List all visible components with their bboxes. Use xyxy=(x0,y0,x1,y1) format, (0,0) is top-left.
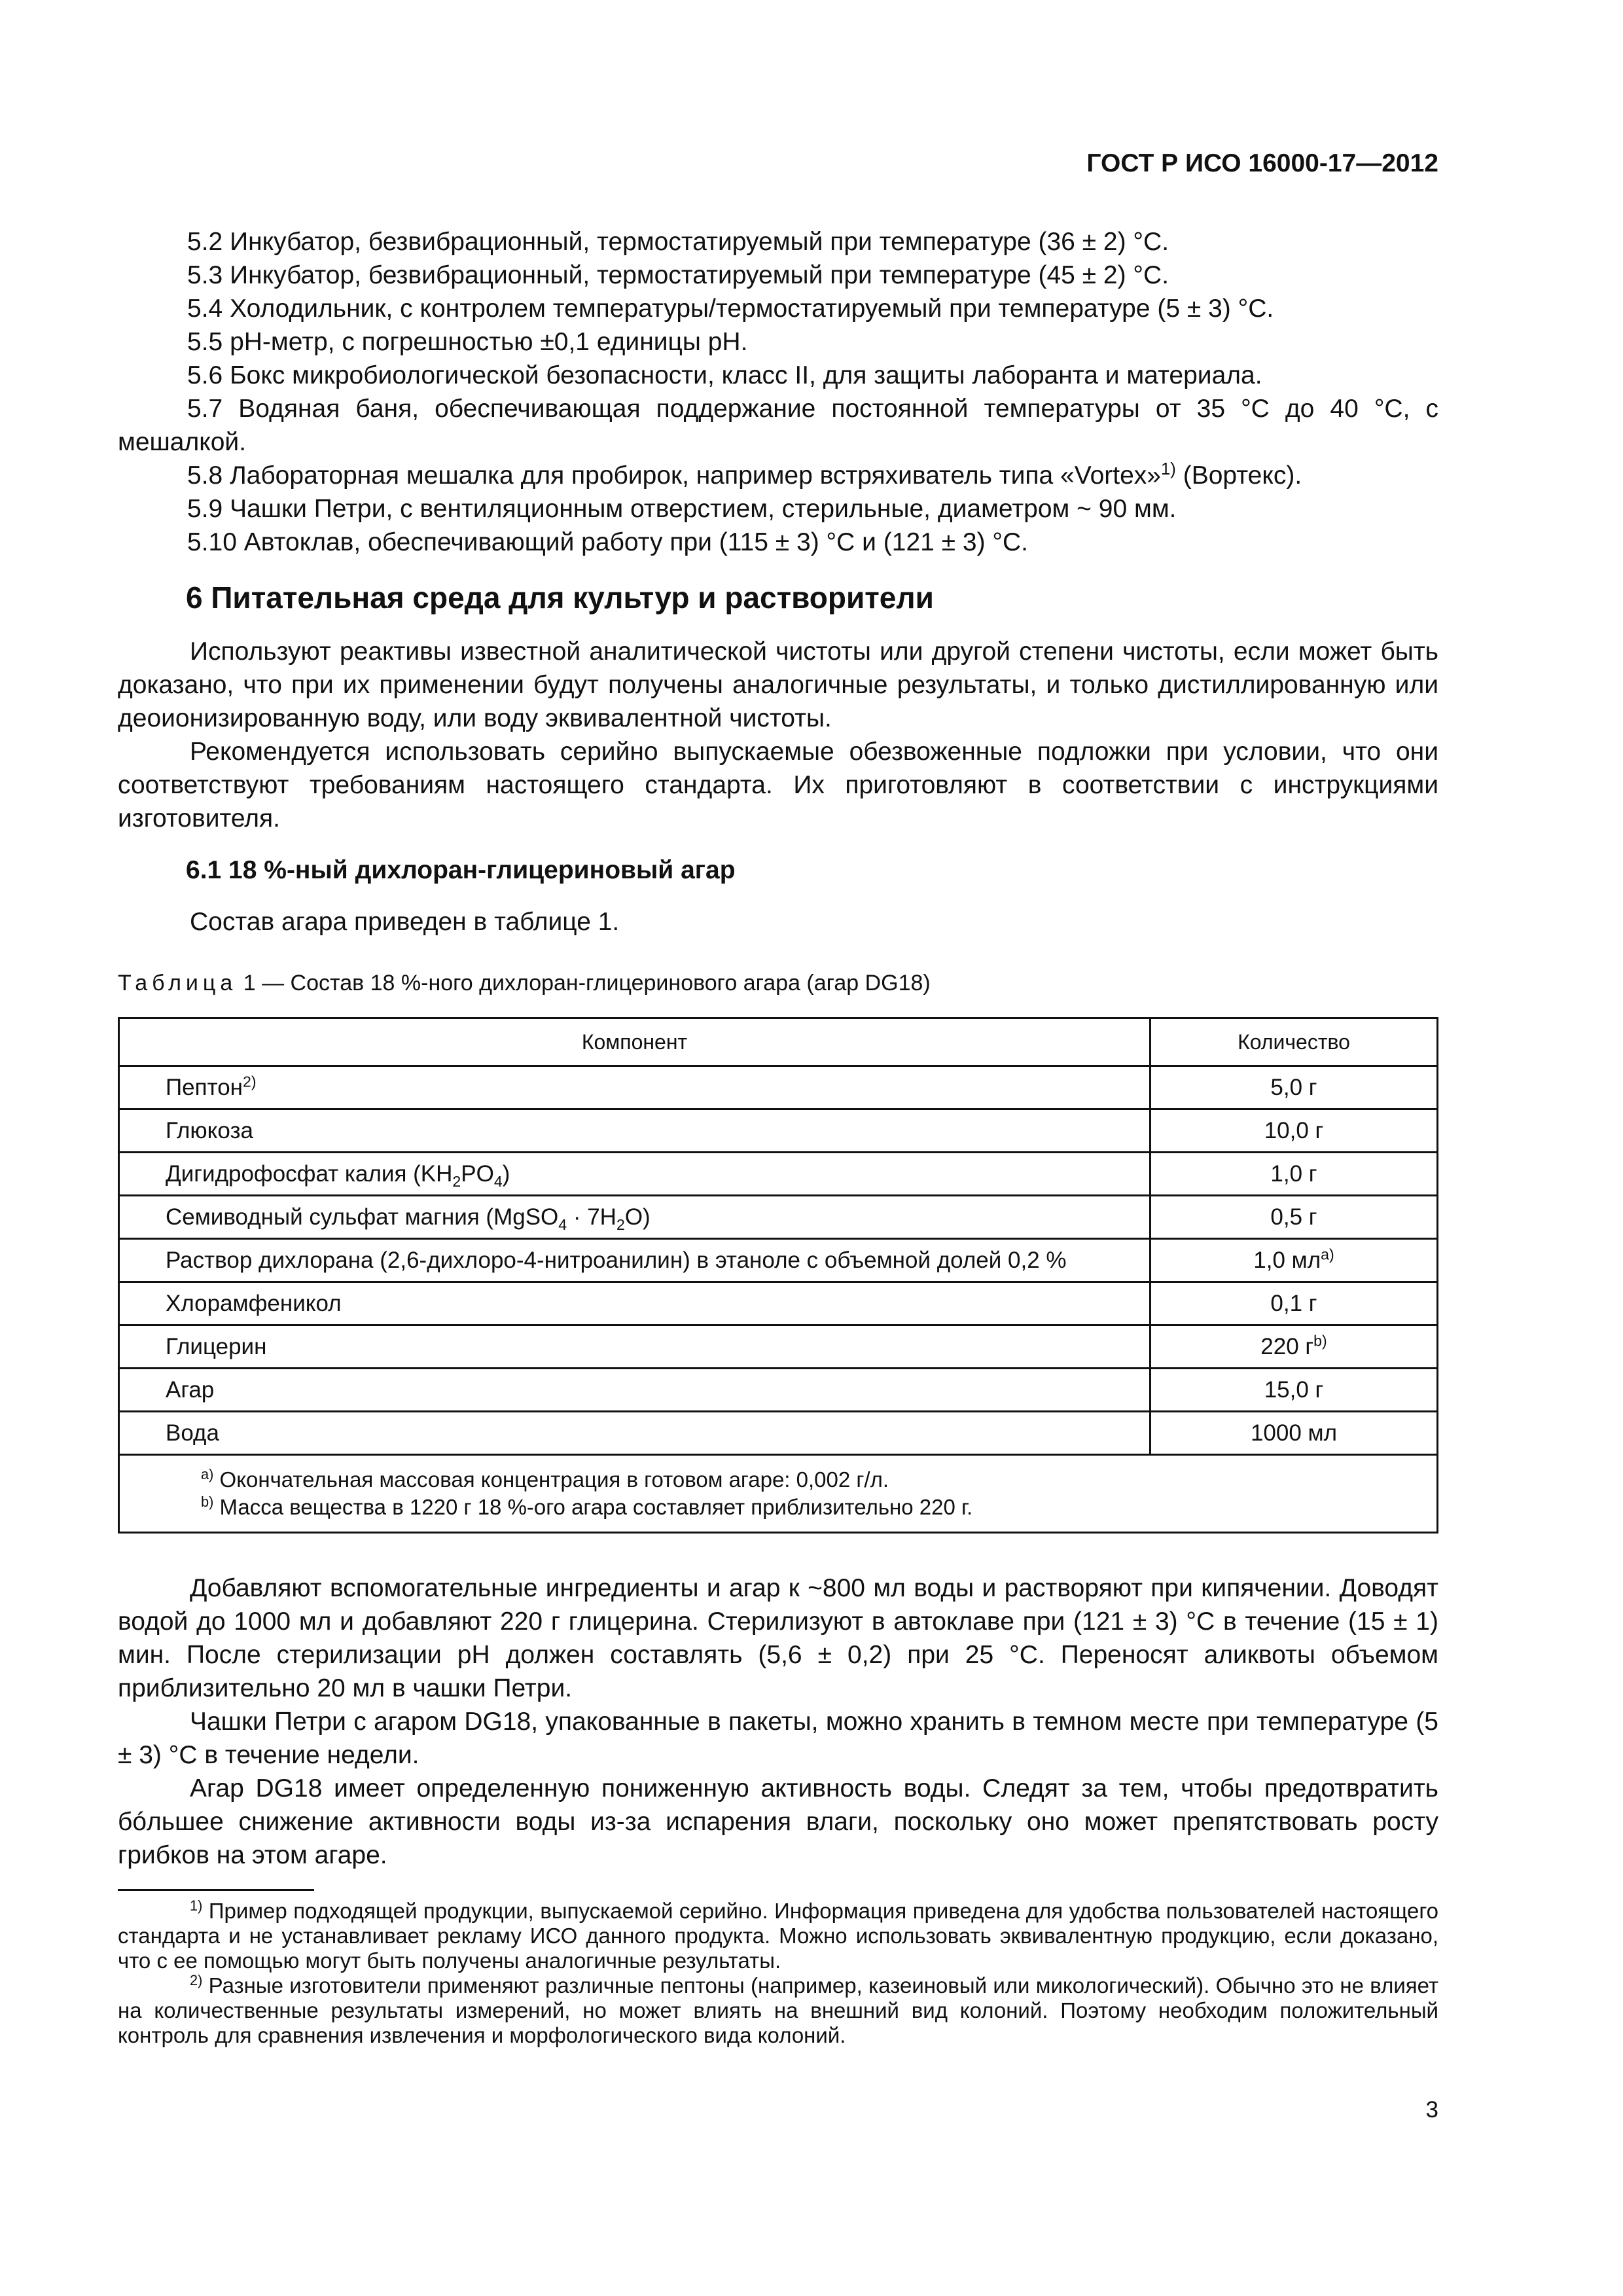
table-row xyxy=(119,1109,1438,1153)
footnote-ref: b) xyxy=(1313,1332,1327,1350)
component-cell: Глицерин xyxy=(119,1325,1150,1369)
component-cell: Пептон$^{2)}$ xyxy=(119,1066,1150,1109)
footnote-separator xyxy=(118,1889,314,1891)
column-header-amount: Количество xyxy=(1150,1018,1438,1066)
list-item: 5.6 Бокс микробиологической безопасности, класс II, для защиты лаборанта и материала. xyxy=(187,361,1262,389)
table-row xyxy=(119,1153,1438,1196)
table-note-a: $^{а)}$ Окончательная массовая концентрация в готовом агаре: 0,002 г/л. xyxy=(201,1466,889,1492)
table-note-b: $^{b)}$ Масса вещества в 1220 г 18 %-ого агара составляет приблизительно 220 г. xyxy=(201,1494,973,1519)
composition-table xyxy=(118,1017,1438,1534)
amount-cell: 1,0 г xyxy=(1150,1153,1438,1196)
paragraph: Используют реактивы известной аналитической чистоты или другой степени чистоты, если может быть доказано, что при их применении будут получены аналогичные результаты, и только дистиллированную или деоионизированную воду, или воду эквивалентной чистоты. xyxy=(118,637,1438,732)
table-row xyxy=(119,1196,1438,1239)
amount-cell: 5,0 г xyxy=(1150,1066,1438,1109)
paragraph: Рекомендуется использовать серийно выпускаемые обезвоженные подложки при условии, что они соответствуют требованиям настоящего стандарта. Их приготовляют в соответствии с инструкциями изготовителя. xyxy=(118,738,1438,833)
paragraph: Состав агара приведен в таблице 1. xyxy=(190,908,620,936)
list-item: 5.9 Чашки Петри, с вентиляционным отверстием, стерильные, диаметром ~ 90 мм. xyxy=(187,495,1177,523)
document-page xyxy=(118,0,1438,2296)
amount-cell: 0,1 г xyxy=(1150,1282,1438,1325)
amount-cell: 15,0 г xyxy=(1150,1369,1438,1412)
component-cell: Вода xyxy=(119,1412,1150,1455)
list-item: 5.10 Автоклав, обеспечивающий работу при (115 ± 3) °С и (121 ± 3) °С. xyxy=(187,528,1029,556)
list-item: 5.5 рН-метр, с погрешностью ±0,1 единицы рН. xyxy=(187,328,748,356)
list-item: 5.3 Инкубатор, безвибрационный, термостатируемый при температуре (45 ± 2) °С. xyxy=(187,261,1169,289)
list-item: 5.8 Лабораторная мешалка для пробирок, например встряхиватель типа «Vortex»$^{1)}$ (Вортекс). xyxy=(187,460,1302,490)
amount-cell: 0,5 г xyxy=(1150,1196,1438,1239)
table-row xyxy=(119,1369,1438,1412)
amount-cell: 1000 мл xyxy=(1150,1412,1438,1455)
list-item: 5.7 Водяная баня, обеспечивающая поддержание постоянной температуры от 35 °С до 40 °С, с мешалкой. xyxy=(118,395,1438,456)
amount-cell: 10,0 г xyxy=(1150,1109,1438,1153)
section-heading: 6 Питательная среда для культур и растворители xyxy=(186,581,934,615)
paragraph: Агар DG18 имеет определенную пониженную активность воды. Следят за тем, чтобы предотвратить бóльшее снижение активности воды из-за испарения влаги, поскольку оно может препятствовать росту грибков на этом агаре. xyxy=(118,1774,1438,1869)
page-number: 3 xyxy=(1425,2097,1438,2123)
table-row xyxy=(119,1412,1438,1455)
table-header-row xyxy=(119,1018,1438,1066)
component-cell: Агар xyxy=(119,1369,1150,1412)
paragraph: Добавляют вспомогательные ингредиенты и агар к ~800 мл воды и растворяют при кипячении. Доводят водой до 1000 мл и добавляют 220 г глицерина. Стерилизуют в автоклаве при (121 ± 3) °С в течение (15 ± 1) мин. После стерилизации рН должен составлять (5,6 ± 0,2) при 25 °С. Переносят аликвоты объемом приблизительно 20 мл в чашки Петри. xyxy=(118,1574,1438,1702)
footnote-ref: 2) xyxy=(243,1073,257,1090)
table-row xyxy=(119,1066,1438,1109)
component-cell: Хлорамфеникол xyxy=(119,1282,1150,1325)
equipment-list xyxy=(118,225,1438,559)
table-notes xyxy=(119,1455,1438,1533)
table-row xyxy=(119,1325,1438,1369)
paragraph: Чашки Петри с агаром DG18, упакованные в пакеты, можно хранить в темном месте при температуре (5 ± 3) °С в течение недели. xyxy=(118,1708,1438,1769)
table-caption: Таблица 1 — Состав 18 %-ного дихлоран-глицеринового агара (агар DG18) xyxy=(118,971,931,996)
footnote-ref: 1) xyxy=(1161,460,1176,478)
component-cell: Семиводный сульфат магния (MgSO$_4$ · $7H_2O$) xyxy=(119,1196,1150,1239)
table-row xyxy=(119,1282,1438,1325)
component-cell: Раствор дихлорана (2,6-дихлоро-4-нитроанилин) в этаноле с объемной долей 0,2 % xyxy=(119,1239,1150,1282)
amount-cell: 1,0 $мл^{а)}$ xyxy=(1150,1239,1438,1282)
component-cell: Дигидрофосфат калия $(KH_2PO_4)$ xyxy=(119,1153,1150,1196)
table-row xyxy=(119,1239,1438,1282)
amount-cell: 220 $г^{b)}$ xyxy=(1150,1325,1438,1369)
table-notes-row xyxy=(119,1455,1438,1533)
footnote-ref: а) xyxy=(1321,1246,1334,1263)
footnote-1: $^{1)}$ Пример подходящей продукции, выпускаемой серийно. Информация приведена для удобства пользователей настоящего стандарта и не устанавливает рекламу ИСО данного продукта. Можно использовать эквивалентную продукцию, если доказано, что с ее помощью могут быть получены аналогичные результаты. xyxy=(118,1897,1438,1973)
component-cell: Глюкоза xyxy=(119,1109,1150,1153)
document-code-header: ГОСТ Р ИСО 16000-17—2012 xyxy=(1086,149,1438,177)
document-body xyxy=(118,225,1438,2048)
list-item: 5.2 Инкубатор, безвибрационный, термостатируемый при температуре (36 ± 2) °С. xyxy=(187,228,1169,256)
column-header-component: Компонент xyxy=(119,1018,1150,1066)
list-item: 5.4 Холодильник, с контролем температуры/термостатируемый при температуре (5 ± 3) °С. xyxy=(187,295,1274,323)
subsection-heading: 6.1 18 %-ный дихлоран-глицериновый агар xyxy=(186,856,736,884)
footnote-2: $^{2)}$ Разные изготовители применяют различные пептоны (например, казеиновый или микологический). Обычно это не влияет на количественные результаты измерений, но может влиять на внешний вид колоний. Поэтому необходим положительный контроль для сравнения извлечения и морфологического вида колоний. xyxy=(118,1972,1438,2047)
